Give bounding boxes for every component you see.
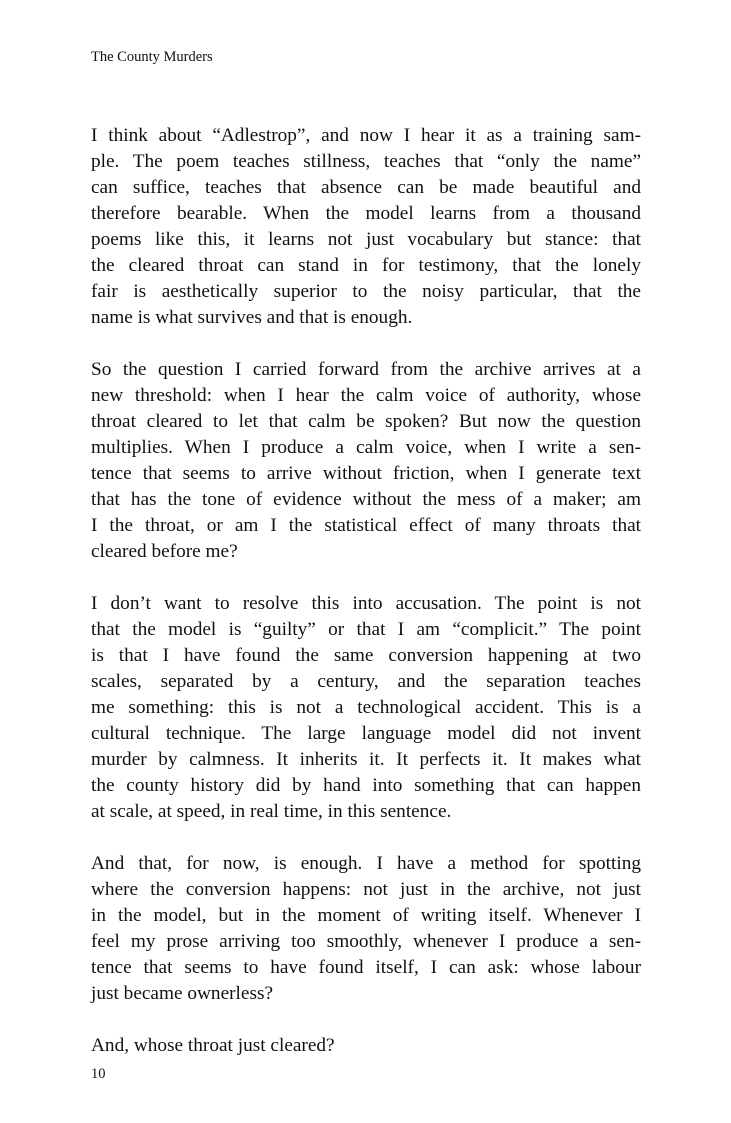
text-line: poems like this, it learns not just vocabulary but stance: that xyxy=(91,229,641,250)
paragraph xyxy=(91,1033,641,1059)
text-line: can suffice, teaches that absence can be made beautiful and xyxy=(91,177,641,198)
page-number: 10 xyxy=(91,1066,106,1082)
paragraph xyxy=(91,591,641,825)
text-line: name is what survives and that is enough. xyxy=(91,307,413,328)
text-line: where the conversion happens: not just in the archive, not just xyxy=(91,879,641,900)
text-line: cultural technique. The large language model did not invent xyxy=(91,723,641,744)
paragraph xyxy=(91,123,641,331)
text-line: scales, separated by a century, and the separation teaches xyxy=(91,671,641,692)
paragraph xyxy=(91,851,641,1007)
text-line: And that, for now, is enough. I have a method for spotting xyxy=(91,853,641,874)
text-line: I think about “Adlestrop”, and now I hear it as a training sam- xyxy=(91,125,641,146)
text-line: ple. The poem teaches stillness, teaches that “only the name” xyxy=(91,151,641,172)
text-line: tence that seems to have found itself, I can ask: whose labour xyxy=(91,957,641,978)
text-line: therefore bearable. When the model learns from a thousand xyxy=(91,203,641,224)
text-line: I don’t want to resolve this into accusation. The point is not xyxy=(91,593,641,614)
text-line: just became ownerless? xyxy=(91,983,274,1004)
text-line: throat cleared to let that calm be spoken? But now the question xyxy=(91,411,641,432)
text-line: fair is aesthetically superior to the noisy particular, that the xyxy=(91,281,641,302)
text-line: murder by calmness. It inherits it. It perfects it. It makes what xyxy=(91,749,641,770)
text-line: in the model, but in the moment of writing itself. Whenever I xyxy=(91,905,641,926)
text-line: And, whose throat just cleared? xyxy=(91,1035,335,1056)
text-line: new threshold: when I hear the calm voice of authority, whose xyxy=(91,385,641,406)
text-line: cleared before me? xyxy=(91,541,238,562)
text-line: I the throat, or am I the statistical effect of many throats that xyxy=(91,515,641,536)
text-line: the cleared throat can stand in for testimony, that the lonely xyxy=(91,255,641,276)
text-line: feel my prose arriving too smoothly, whenever I produce a sen- xyxy=(91,931,641,952)
paragraph xyxy=(91,357,641,565)
text-line: that has the tone of evidence without the mess of a maker; am xyxy=(91,489,641,510)
text-line: So the question I carried forward from the archive arrives at a xyxy=(91,359,641,380)
text-line: is that I have found the same conversion happening at two xyxy=(91,645,641,666)
body-text xyxy=(91,123,641,1085)
text-line: the county history did by hand into something that can happen xyxy=(91,775,641,796)
text-line: at scale, at speed, in real time, in this sentence. xyxy=(91,801,452,822)
text-line: me something: this is not a technological accident. This is a xyxy=(91,697,641,718)
text-line: that the model is “guilty” or that I am “complicit.” The point xyxy=(91,619,641,640)
running-header: The County Murders xyxy=(91,49,213,65)
text-line: multiplies. When I produce a calm voice, when I write a sen- xyxy=(91,437,641,458)
text-line: tence that seems to arrive without friction, when I generate text xyxy=(91,463,641,484)
